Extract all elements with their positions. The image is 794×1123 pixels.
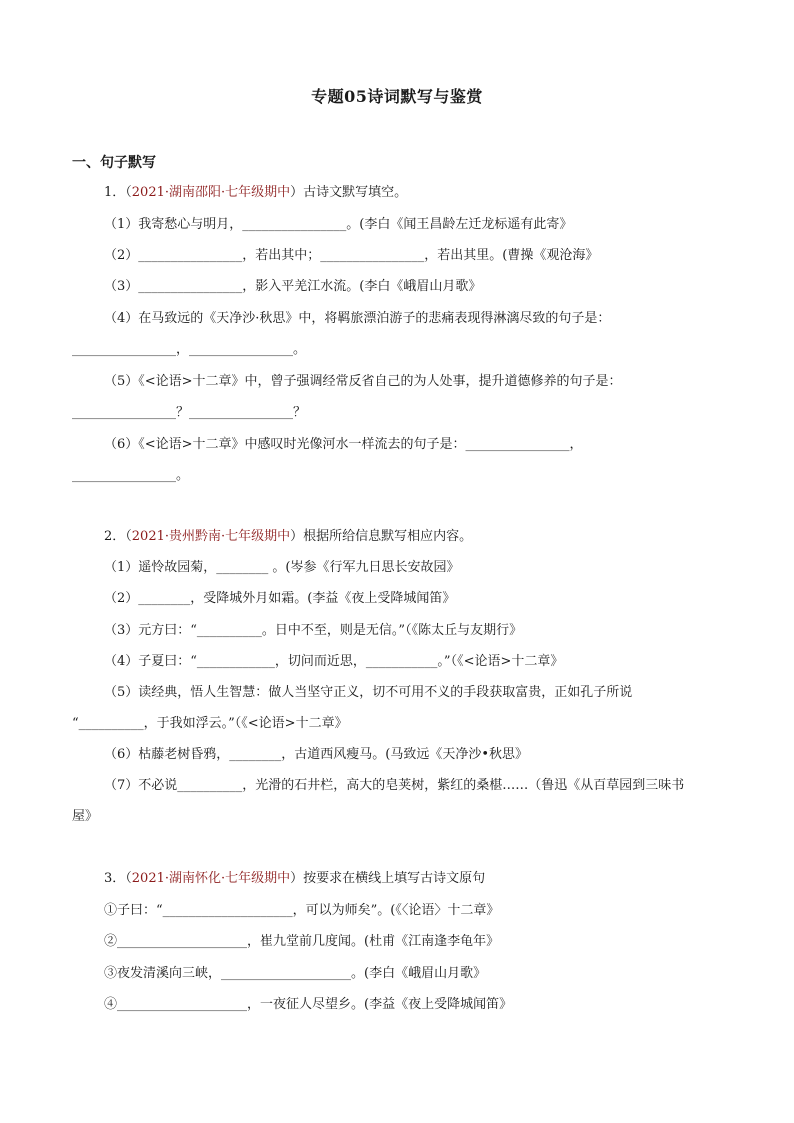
question-3-stem bbox=[104, 870, 485, 888]
question-1-item: ________________。 bbox=[72, 468, 190, 483]
question-2-item: “__________，于我如浮云。”（《<论语>十二章》 bbox=[72, 716, 348, 731]
question-1-item: （6）《<论语>十二章》中感叹时光像河水一样流去的句子是：________________， bbox=[104, 437, 583, 452]
question-2-item: （4）子夏曰：“____________，切问而近思，___________。”（《<论语>十二章》 bbox=[104, 654, 564, 669]
question-3-item: ①子曰：“____________________，可以为师矣”。(《〈论语〉十二章》 bbox=[104, 903, 500, 918]
question-2-stem bbox=[104, 528, 472, 546]
question-source: 2021·湖南邵阳·七年级期中 bbox=[131, 185, 291, 200]
question-1-item: ________________，________________。 bbox=[72, 342, 307, 357]
question-number: 1．（ bbox=[104, 185, 132, 200]
question-3-item: ③夜发清溪向三峡，____________________。(李白《峨眉山月歌》 bbox=[104, 966, 487, 981]
question-1-item: （3）________________，影入平羌江水流。(李白《峨眉山月歌》 bbox=[104, 279, 482, 294]
question-instruction: ）按要求在横线上填写古诗文原句 bbox=[290, 871, 486, 886]
question-1-stem bbox=[104, 184, 407, 202]
question-instruction: ）古诗文默写填空。 bbox=[290, 185, 408, 200]
question-1-item: （4）在马致远的《天净沙·秋思》中，将羁旅漂泊游子的悲痛表现得淋漓尽致的句子是： bbox=[104, 311, 611, 326]
question-2-item: （6）枯藤老树昏鸦，________，古道西风瘦马。(马致远《天净沙•秋思》 bbox=[104, 747, 529, 762]
question-1-item: ________________？________________？ bbox=[72, 405, 307, 420]
question-3-item: ④____________________，一夜征人尽望乡。(李益《夜上受降城闻笛》 bbox=[104, 997, 513, 1012]
question-2-item: （2）________，受降城外月如霜。(李益《夜上受降城闻笛》 bbox=[104, 591, 456, 606]
section-heading: 一、句子默写 bbox=[72, 155, 156, 171]
question-source: 2021·贵州黔南·七年级期中 bbox=[131, 529, 291, 544]
question-instruction: ）根据所给信息默写相应内容。 bbox=[290, 529, 473, 544]
question-2-item: （1）遥怜故园菊，________ 。(岑参《行军九日思长安故园》 bbox=[104, 560, 460, 575]
question-2-item: （3）元方曰：“__________。日中不至，则是无信。”（《陈太丘与友期行》 bbox=[104, 623, 523, 638]
question-2-item: 屋》 bbox=[72, 809, 99, 824]
question-2-item: （7）不必说__________，光滑的石井栏，高大的皂荚树，紫红的桑椹……（鲁迅《从百草园到三味书 bbox=[104, 778, 685, 793]
page-title: 专题05诗词默写与鉴赏 bbox=[311, 87, 483, 106]
question-1-item: （1）我寄愁心与明月，________________。(李白《闻王昌龄左迁龙标遥有此寄》 bbox=[104, 217, 573, 232]
question-3-item: ②____________________，崔九堂前几度闻。(杜甫《江南逢李龟年》 bbox=[104, 934, 500, 949]
question-1-item: （5）《<论语>十二章》中，曾子强调经常反省自己的为人处事，提升道德修养的句子是： bbox=[104, 374, 622, 389]
question-number: 2．（ bbox=[104, 529, 132, 544]
question-2-item: （5）读经典，悟人生智慧：做人当坚守正义，切不可用不义的手段获取富贵，正如孔子所说 bbox=[104, 685, 633, 700]
question-number: 3．（ bbox=[104, 871, 132, 886]
question-1-item: （2）________________，若出其中；________________，若出其里。(曹操《观沧海》 bbox=[104, 248, 599, 263]
question-source: 2021·湖南怀化·七年级期中 bbox=[131, 871, 291, 886]
